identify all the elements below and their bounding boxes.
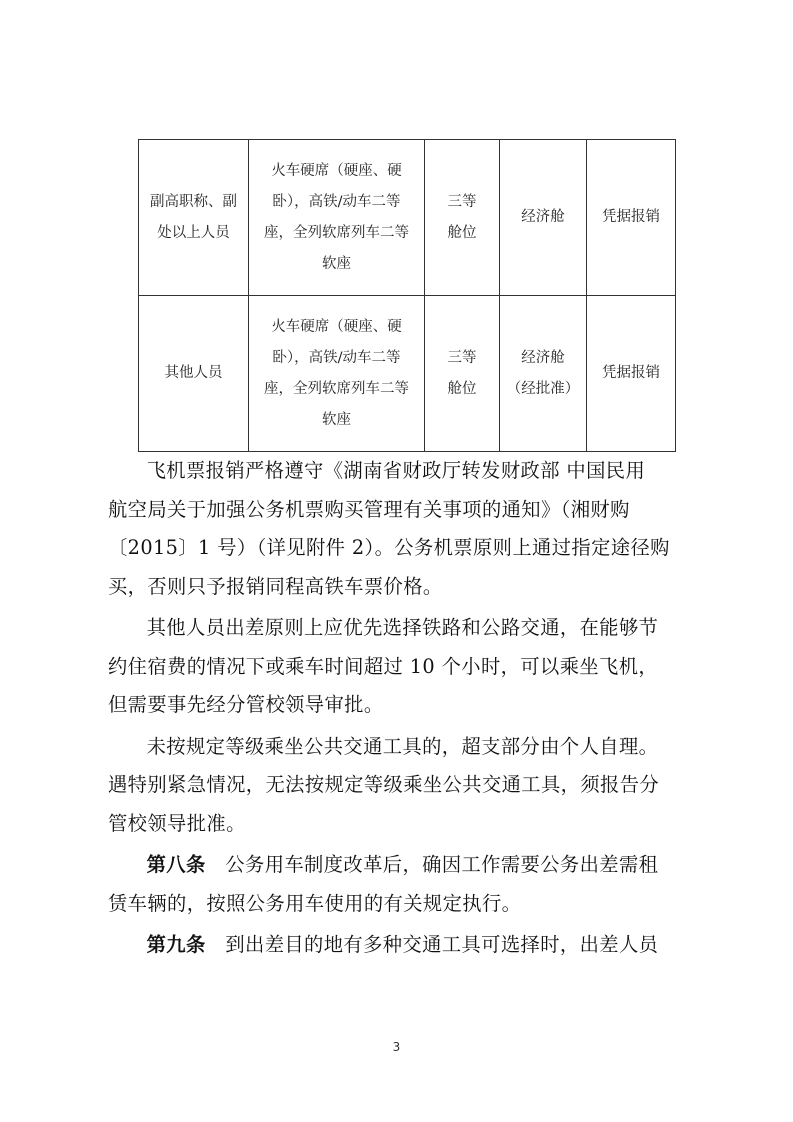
- cell-text: 经济舱: [521, 209, 565, 225]
- article-9-text: 到出差目的地有多种交通工具可选择时，出差人员: [225, 933, 659, 956]
- text-line: 未按规定等级乘坐公共交通工具的，超支部分由个人自理。: [146, 734, 659, 758]
- text-line: 买，否则只予报销同程高铁车票价格。: [108, 574, 443, 598]
- cell-text: 软座: [322, 255, 351, 272]
- paragraph-other-staff: [108, 609, 698, 725]
- table-row: [139, 296, 676, 452]
- paragraph-air-ticket: [108, 452, 698, 606]
- cell-text: 凭据报销: [602, 365, 660, 381]
- table-row: [139, 140, 676, 296]
- cell-text: 舱位: [447, 380, 477, 397]
- article-8-text: 公务用车制度改革后，确因工作需要公务出差需租: [225, 853, 659, 876]
- cell-text: 火车硬席（硬座、硬: [271, 318, 402, 335]
- table-cell-plane: [500, 296, 587, 452]
- text-line: 约住宿费的情况下或乘车时间超过 10 个小时，可以乘坐飞机，: [108, 654, 659, 678]
- text-line: [108, 846, 698, 885]
- table-cell-rank: [139, 296, 249, 452]
- text-line: 〔2015〕1 号）（详见附件 2）。公务机票原则上通过指定途径购: [108, 536, 670, 559]
- cell-text: 处以上人员: [157, 224, 230, 241]
- cell-text: 软座: [322, 411, 351, 428]
- page-number: 3: [392, 1040, 401, 1054]
- text-line: [108, 926, 698, 965]
- body-text: [108, 452, 698, 968]
- cell-text: （经批准）: [506, 380, 580, 397]
- cell-text: 三等: [447, 349, 477, 366]
- table-body: [139, 140, 676, 452]
- cell-text: 舱位: [447, 224, 477, 241]
- text-line: 赁车辆的，按照公务用车使用的有关规定执行。: [108, 891, 522, 915]
- table-cell-ship: [425, 140, 500, 296]
- text-line: 飞机票报销严格遵守《湖南省财政厅转发财政部 中国民用: [146, 459, 646, 482]
- table-cell-train: [249, 296, 425, 452]
- cell-text: 火车硬席（硬座、硬: [271, 162, 402, 179]
- cell-text: 座，全列软席列车二等: [264, 380, 409, 397]
- cell-text: 座，全列软席列车二等: [264, 224, 409, 241]
- cell-text: 其他人员: [164, 365, 223, 381]
- table-cell-ship: [425, 296, 500, 452]
- cell-text: 经济舱: [521, 349, 565, 366]
- article-9-heading: 第九条: [146, 933, 206, 956]
- article-9: [108, 926, 698, 965]
- table-cell-train: [249, 140, 425, 296]
- text-line: 遇特别紧急情况，无法按规定等级乘坐公共交通工具，须报告分: [108, 773, 660, 796]
- table-cell-other: [587, 140, 676, 296]
- cell-text: 副高职称、副: [150, 193, 237, 210]
- table-cell-rank: [139, 140, 249, 296]
- text-line: 管校领导批准。: [108, 811, 246, 835]
- text-line: 但需要事先经分管校领导审批。: [108, 693, 384, 716]
- cell-text: 卧），高铁/动车二等: [272, 193, 401, 210]
- text-line: 其他人员出差原则上应优先选择铁路和公路交通，在能够节: [146, 616, 659, 639]
- article-8: [108, 846, 698, 923]
- table-cell-other: [587, 296, 676, 452]
- cell-text: 卧），高铁/动车二等: [272, 349, 401, 366]
- article-8-heading: 第八条: [146, 853, 206, 876]
- table-cell-plane: [500, 140, 587, 296]
- paragraph-over-standard: [108, 728, 698, 844]
- cell-text: 三等: [447, 193, 477, 210]
- travel-standard-table: [138, 139, 676, 452]
- text-line: 航空局关于加强公务机票购买管理有关事项的通知》（湘财购: [108, 497, 630, 521]
- cell-text: 凭据报销: [602, 209, 660, 225]
